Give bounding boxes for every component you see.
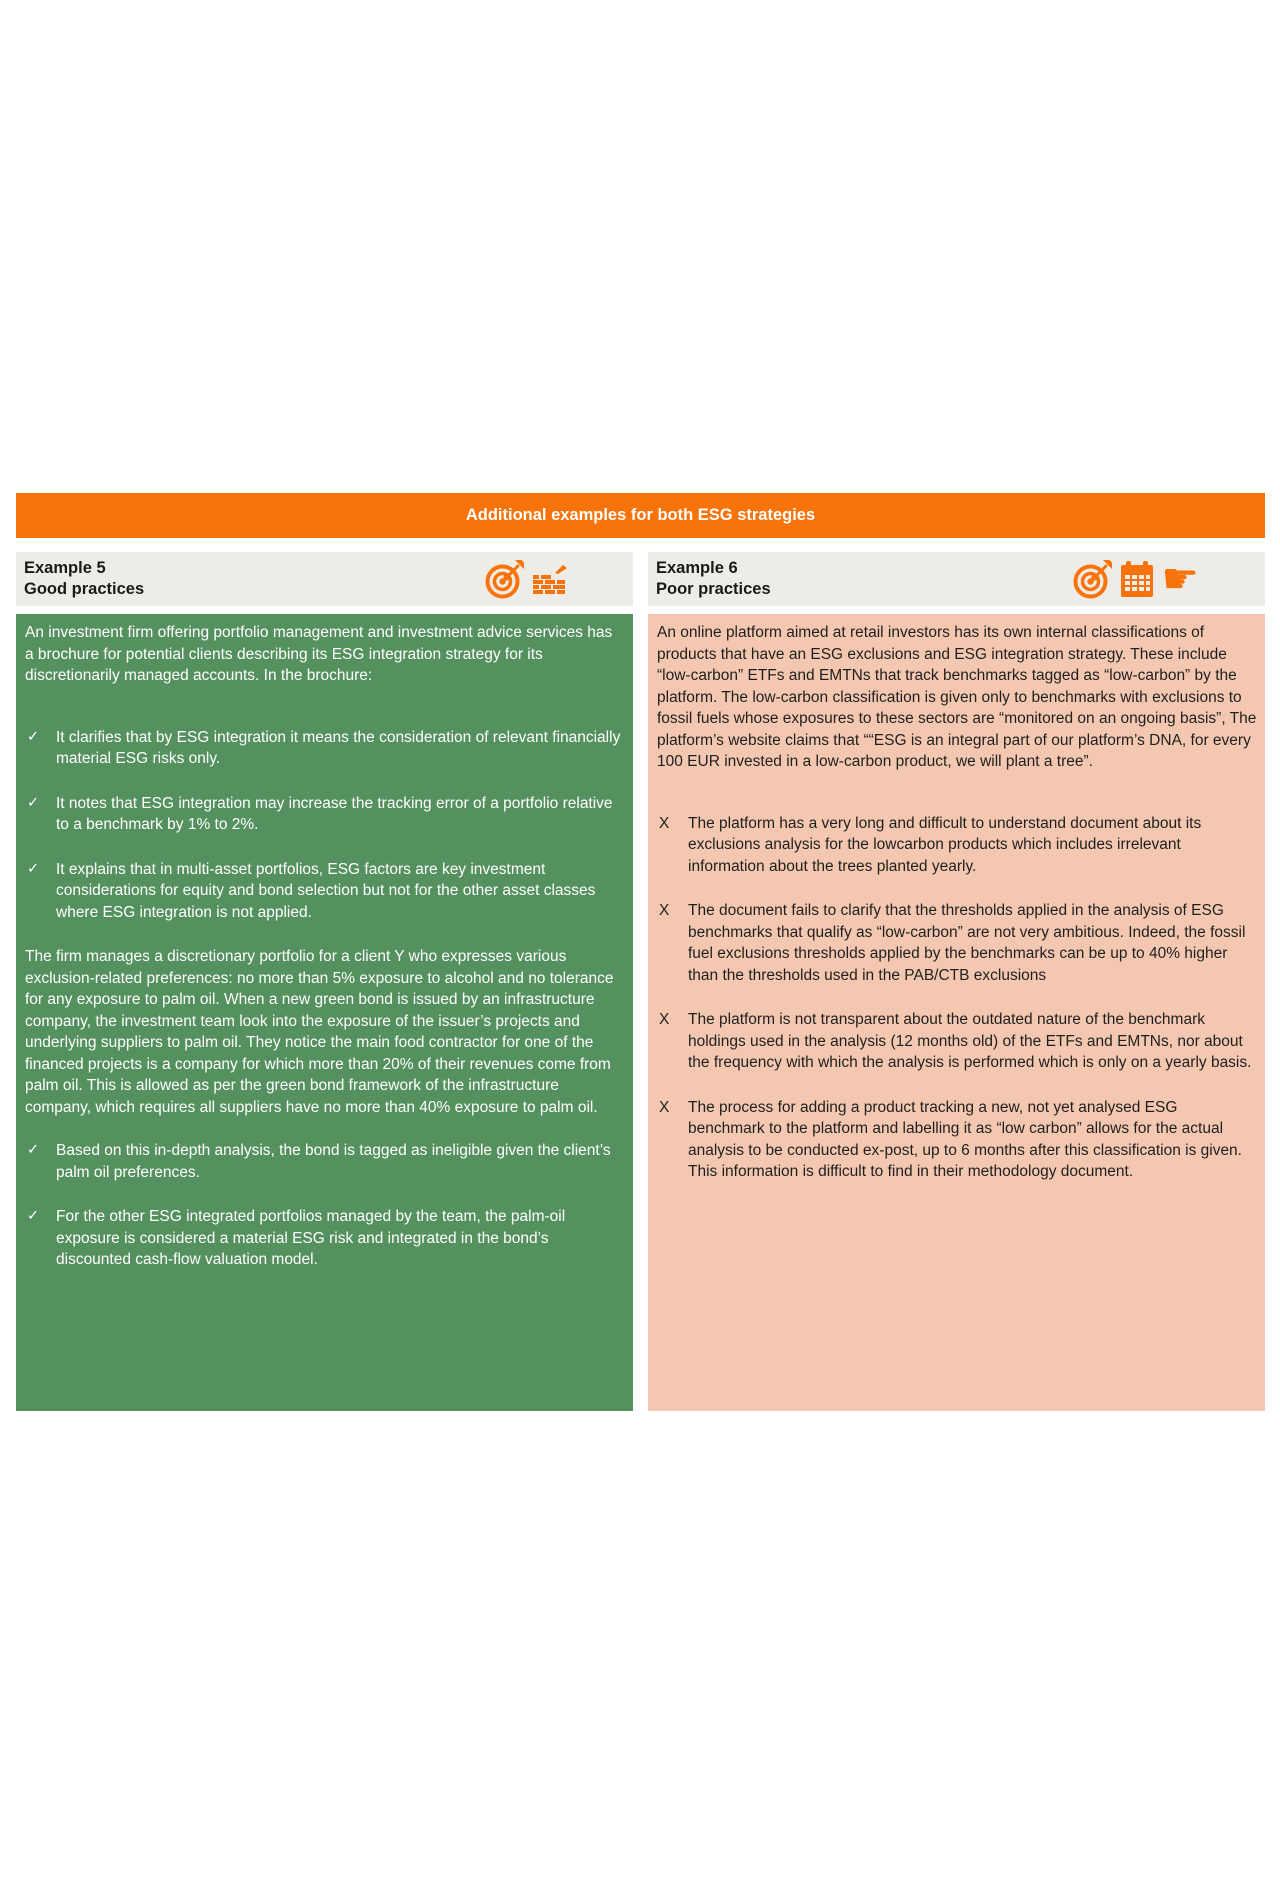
good-practice-item bbox=[25, 859, 625, 924]
page-content bbox=[16, 493, 1265, 1411]
check-icon: ✓ bbox=[27, 1208, 40, 1224]
pointing-hand-icon: ☛ bbox=[1161, 554, 1199, 603]
good-practice-item bbox=[25, 1206, 625, 1271]
example-5-header bbox=[16, 552, 633, 606]
check-icon: ✓ bbox=[27, 860, 40, 877]
target-icon bbox=[1073, 559, 1113, 599]
example-5-middle-paragraph: The firm manages a discretionary portfolio for a client Y who expresses various exclusion-related preferences: no more than 5% exposure to alcohol and no tolerance for any exposure to palm oil. When a new green bond is issued by an infrastructure company, the investment team look into the exposure of the issuer’s projects and underlying suppliers to palm oil. They notice the main food contractor for one of the financed projects is a company for which more than 20% of their revenues come from palm oil. This is allowed as per the green bond framework of the infrastructure company, which requires all suppliers have no more than 40% exposure to palm oil. bbox=[25, 948, 614, 1116]
good-practice-text: It clarifies that by ESG integration it means the consideration of relevant financially material ESG risks only. bbox=[56, 728, 621, 767]
good-practice-text: It explains that in multi-asset portfolios, ESG factors are key investment considerations for equity and bond selection but not for the other asset classes where ESG integration is not applied. bbox=[56, 860, 596, 921]
example-5-intro: An investment firm offering portfolio management and investment advice services has a brochure for potential clients describing its ESG integration strategy for its discretionarily managed accounts. In the brochure: bbox=[25, 624, 613, 684]
example-6-title: Example 6 bbox=[656, 559, 738, 577]
good-practice-item bbox=[25, 1140, 625, 1183]
cross-marker: X bbox=[659, 1098, 670, 1116]
example-5-title: Example 5 bbox=[24, 559, 106, 577]
example-5-body bbox=[16, 614, 633, 1411]
example-6-header bbox=[648, 552, 1265, 606]
check-icon: ✓ bbox=[27, 794, 40, 811]
poor-practice-item bbox=[657, 813, 1257, 878]
example-6-header-titles bbox=[656, 558, 771, 600]
poor-practice-text: The platform has a very long and difficult to understand document about its exclusions analysis for the lowcarbon products which includes irrelevant information about the trees planted yearly. bbox=[688, 814, 1202, 875]
banner-title: Additional examples for both ESG strategies bbox=[465, 506, 816, 524]
example-6-body bbox=[648, 614, 1265, 1411]
good-practice-text: For the other ESG integrated portfolios managed by the team, the palm-oil exposure is considered a material ESG risk and integrated in the bond’s discounted cash-flow valuation model. bbox=[56, 1208, 566, 1268]
cross-marker: X bbox=[659, 902, 670, 919]
poor-practice-text: The platform is not transparent about the outdated nature of the benchmark holdings used in the analysis (12 months old) of the ETFs and EMTNs, nor about the frequency with which the analysis is performed which is only on a yearly basis. bbox=[688, 1011, 1252, 1071]
poor-practice-item bbox=[657, 1097, 1257, 1183]
example-6-intro: An online platform aimed at retail investors has its own internal classifications of products that have an ESG exclusions and ESG integration strategy. These include “low-carbon” ETFs and EMTNs that track benchmarks tagged as “low-carbon” by the platform. The low-carbon classification is given only to benchmarks with exclusions to fossil fuels whose exposures to these sectors are “monitored on an ongoing basis”, The platform’s website claims that ““ESG is an integral part of our platform’s DNA, for every 100 EUR invested in a low-carbon product, we will plant a tree”. bbox=[657, 624, 1257, 770]
good-practice-item bbox=[25, 727, 625, 770]
example-5-header-titles bbox=[24, 558, 144, 600]
calendar-icon bbox=[1121, 561, 1153, 598]
column-example-5 bbox=[16, 552, 633, 1411]
examples-columns bbox=[16, 552, 1265, 1411]
cross-marker: X bbox=[659, 1011, 670, 1028]
example-5-header-icons bbox=[485, 559, 567, 599]
column-example-6 bbox=[648, 552, 1265, 1411]
poor-practice-item bbox=[657, 900, 1257, 986]
target-icon bbox=[485, 559, 525, 599]
poor-practice-text: The document fails to clarify that the thresholds applied in the analysis of ESG benchmarks that qualify as “low-carbon” are not very ambitious. Indeed, the fossil fuel exclusions thresholds applied by the benchmarks can be up to 40% higher than the thresholds used in the PAB/CTB exclusions bbox=[688, 902, 1246, 984]
example-5-subtitle: Good practices bbox=[24, 580, 145, 598]
cross-marker: X bbox=[659, 814, 670, 832]
example-6-header-icons bbox=[1073, 554, 1199, 603]
poor-practice-text: The process for adding a product tracking a new, not yet analysed ESG benchmark to the platform and labelling it as “low carbon” allows for the actual analysis to be conducted ex-post, up to 6 months after this classification is given. This information is difficult to find in their methodology document. bbox=[688, 1098, 1242, 1180]
section-banner bbox=[16, 493, 1265, 538]
poor-practice-item bbox=[657, 1009, 1257, 1074]
example-6-subtitle: Poor practices bbox=[656, 580, 771, 598]
check-icon: ✓ bbox=[27, 1142, 40, 1158]
good-practice-text: Based on this in-depth analysis, the bond is tagged as ineligible given the client’s palm oil preferences. bbox=[56, 1142, 611, 1181]
good-practice-text: It notes that ESG integration may increase the tracking error of a portfolio relative to a benchmark by 1% to 2%. bbox=[56, 794, 613, 833]
check-icon: ✓ bbox=[27, 728, 40, 745]
good-practice-item bbox=[25, 793, 625, 836]
brick-wall-icon bbox=[533, 564, 567, 595]
